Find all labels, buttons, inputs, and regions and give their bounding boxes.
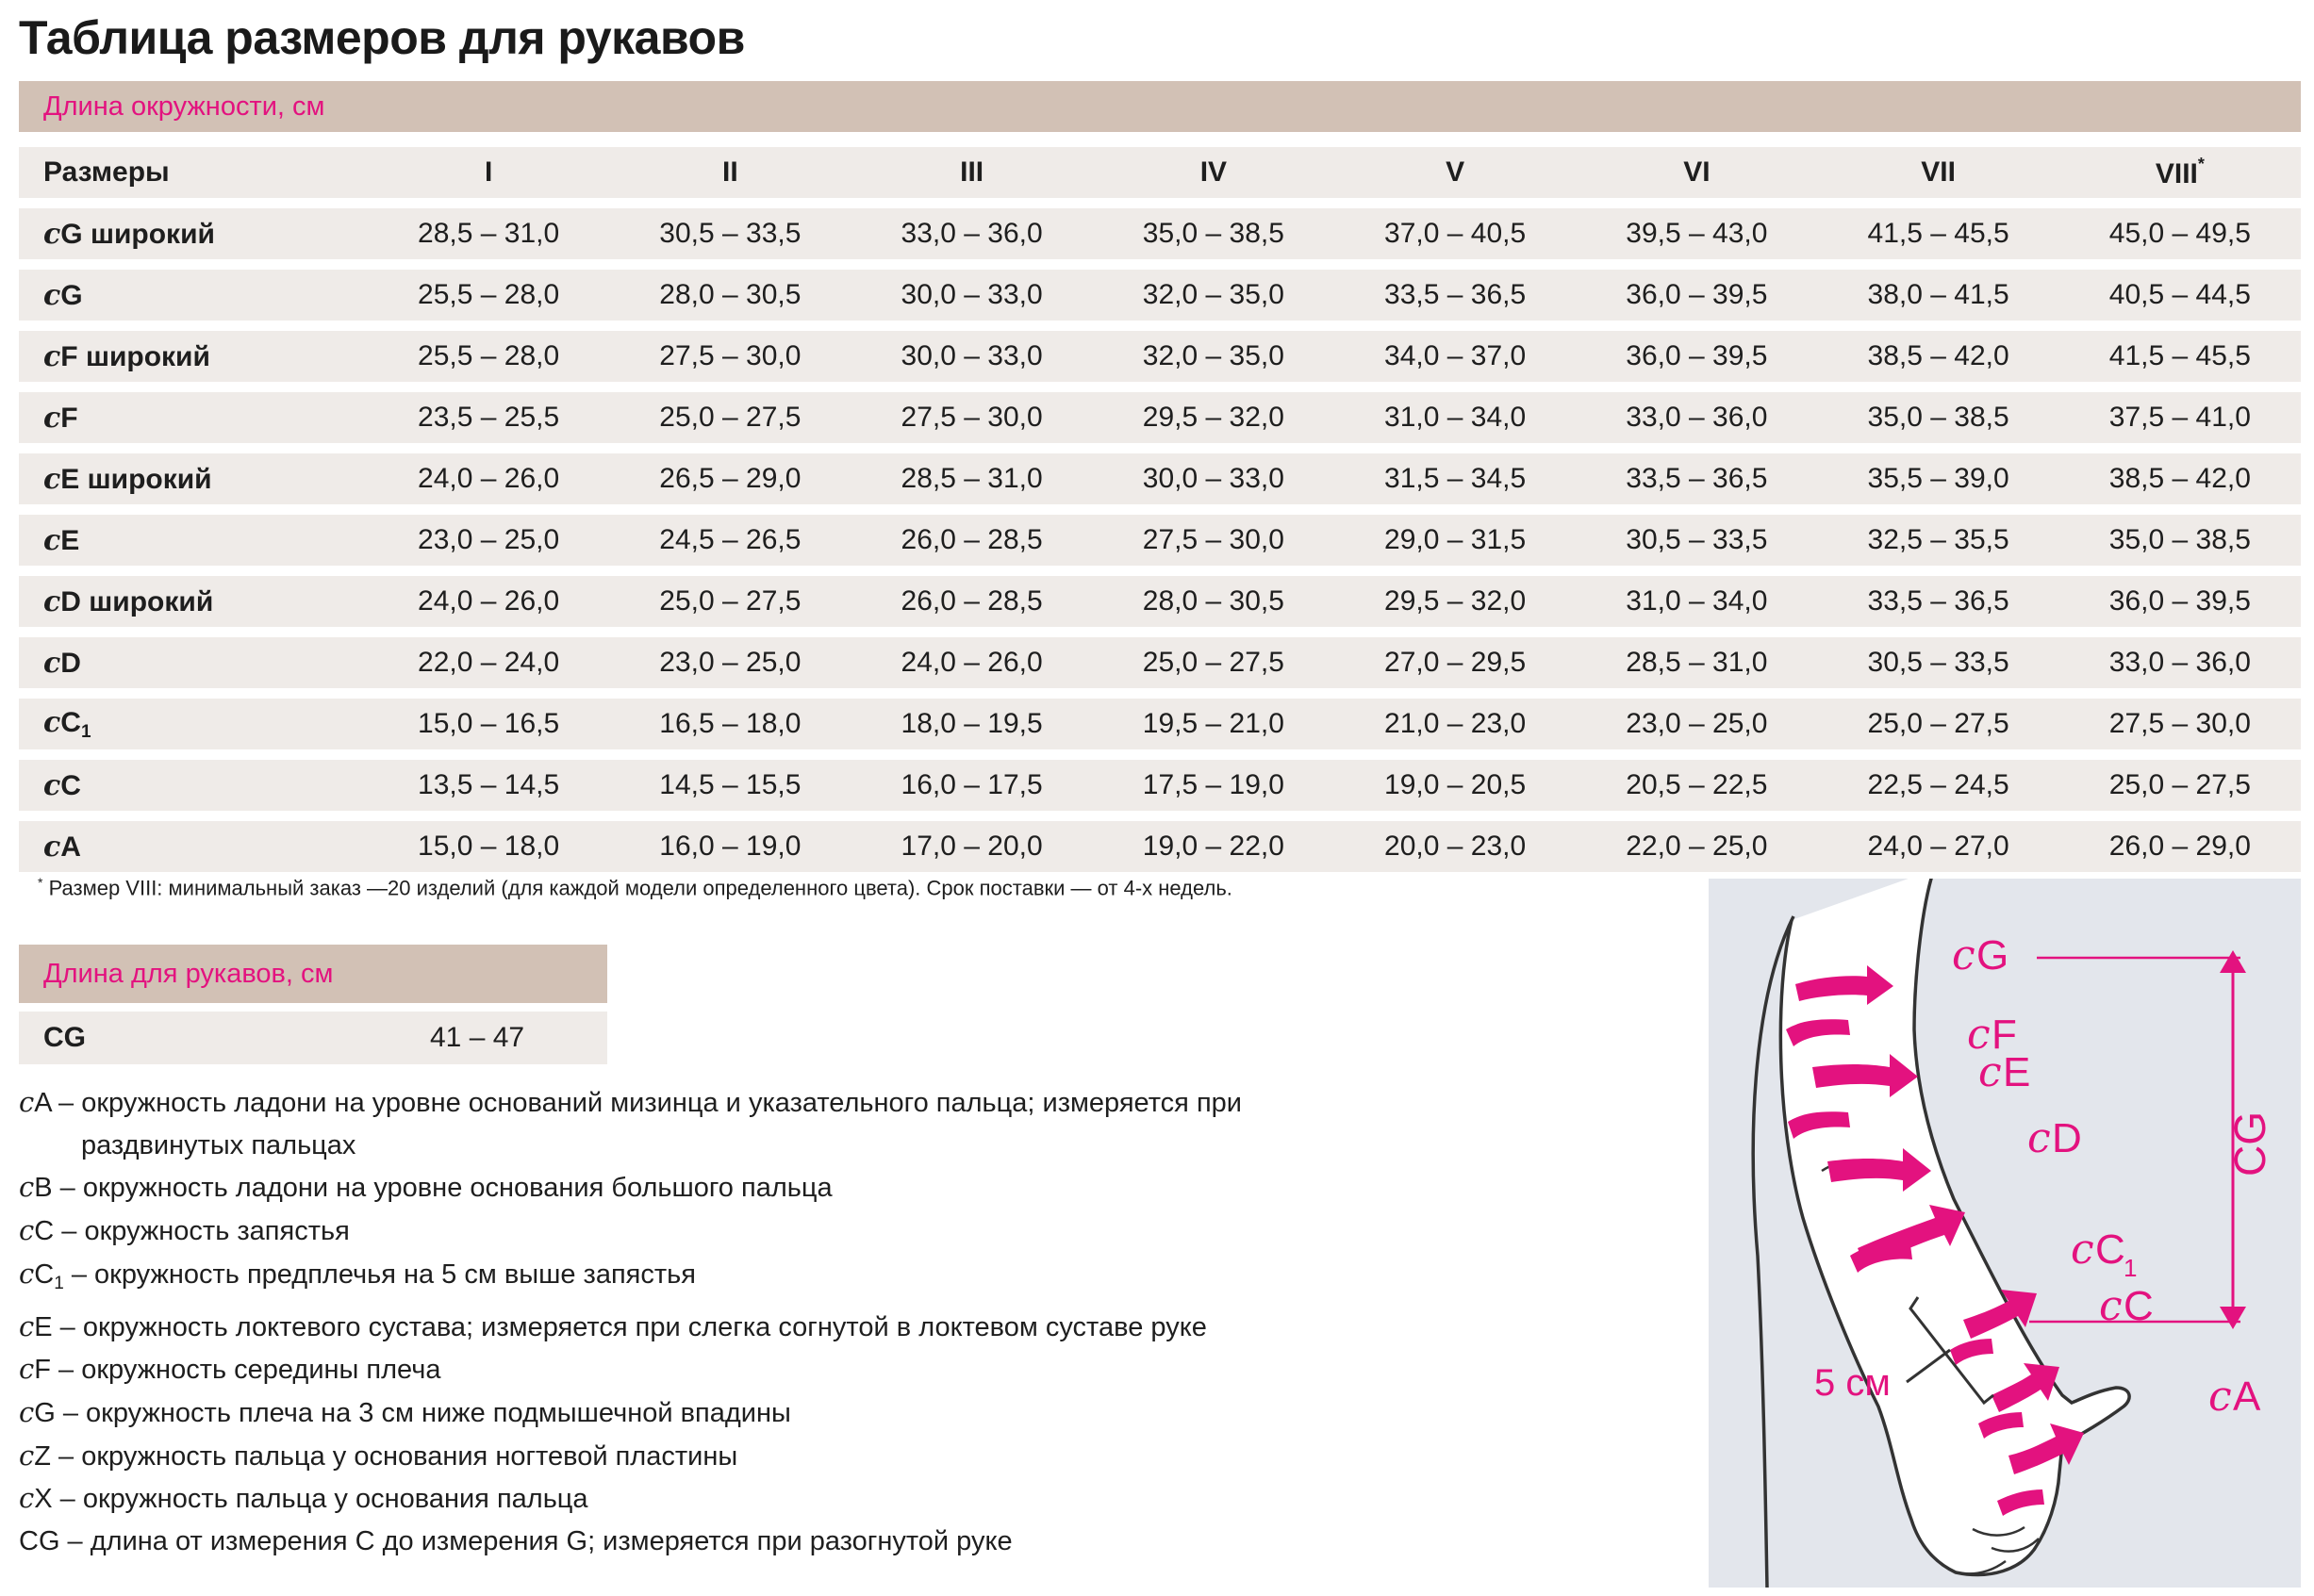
value-cell: 14,5 – 15,5 [609,760,851,811]
value-cell: 25,0 – 27,5 [2059,760,2301,811]
value-cell: 45,0 – 49,5 [2059,208,2301,259]
value-cell: 29,0 – 31,5 [1334,515,1576,566]
value-cell: 26,0 – 28,5 [851,576,1093,627]
value-cell: 24,0 – 26,0 [368,576,609,627]
row-label-cell: cF [19,392,368,443]
value-cell: 31,5 – 34,5 [1334,453,1576,504]
value-cell: 31,0 – 34,0 [1334,392,1576,443]
value-cell: 21,0 – 23,0 [1334,699,1576,749]
value-cell: 15,0 – 16,5 [368,699,609,749]
value-cell: 24,0 – 27,0 [1818,821,2059,872]
value-cell: 35,5 – 39,0 [1818,453,2059,504]
value-cell: 40,5 – 44,5 [2059,270,2301,321]
size-header-cell: VIII* [2059,147,2301,198]
value-cell: 41,5 – 45,5 [2059,331,2301,382]
value-cell: 30,5 – 33,5 [1576,515,1817,566]
table-row [19,453,2301,504]
value-cell: 16,0 – 19,0 [609,821,851,872]
value-cell: 27,5 – 30,0 [1093,515,1334,566]
size-header-cell: V [1334,147,1576,198]
legend-item: cB – окружность ладони на уровне основания большого пальца [19,1171,833,1204]
value-cell: 22,5 – 24,5 [1818,760,2059,811]
value-cell: 20,0 – 23,0 [1334,821,1576,872]
value-cell: 30,0 – 33,0 [851,331,1093,382]
table-row [19,392,2301,443]
value-cell: 16,5 – 18,0 [609,699,851,749]
value-cell: 36,0 – 39,5 [2059,576,2301,627]
value-cell: 28,5 – 31,0 [368,208,609,259]
value-cell: 30,5 – 33,5 [1818,637,2059,688]
legend-item: cA – окружность ладони на уровне оснований мизинца и указательного пальца; измеряется при [19,1086,1242,1118]
value-cell: 13,5 – 14,5 [368,760,609,811]
value-cell: 31,0 – 34,0 [1576,576,1817,627]
table-row [19,576,2301,627]
value-cell: 33,5 – 36,5 [1576,453,1817,504]
value-cell: 25,0 – 27,5 [1818,699,2059,749]
value-cell: 37,0 – 40,5 [1334,208,1576,259]
value-cell: 41,5 – 45,5 [1818,208,2059,259]
legend-item: cG – окружность плеча на 3 см ниже подмышечной впадины [19,1395,791,1428]
value-cell: 24,0 – 26,0 [368,453,609,504]
value-cell: 26,0 – 28,5 [851,515,1093,566]
label-cc-prefix: c [2099,1282,2123,1330]
value-cell: 24,0 – 26,0 [851,637,1093,688]
legend-item: cX – окружность пальца у основания пальца [19,1482,588,1515]
table-row [19,208,2301,259]
row-label-cell: $cC_1$ [19,699,368,749]
value-cell: 23,0 – 25,0 [368,515,609,566]
value-cell: 39,5 – 43,0 [1576,208,1817,259]
label-ce-prefix: c [1978,1048,2002,1096]
table-row [19,760,2301,811]
label-cd-prefix: c [2027,1114,2051,1162]
value-cell: 23,0 – 25,0 [609,637,851,688]
size-header-cell: VII [1818,147,2059,198]
label-cf: F [1992,1012,2017,1058]
value-cell: 20,5 – 22,5 [1576,760,1817,811]
value-cell: 26,0 – 29,0 [2059,821,2301,872]
value-cell: 32,0 – 35,0 [1093,270,1334,321]
row-label-cell: cG широкий [19,208,368,259]
value-cell: 23,0 – 25,0 [1576,699,1817,749]
legend-item: $cC_1$ – окружность предплечья на 5 см выше запястья [19,1257,696,1293]
circumference-size-table [19,137,2301,882]
size-header-row [19,147,2301,198]
value-cell: 27,5 – 30,0 [851,392,1093,443]
table-row [19,699,2301,749]
label-ce: E [2003,1049,2031,1095]
value-cell: 19,5 – 21,0 [1093,699,1334,749]
footnote-star: * [2197,155,2205,173]
value-cell: 18,0 – 19,5 [851,699,1093,749]
footnote-marker: * [38,875,43,890]
value-cell: 28,5 – 31,0 [1576,637,1817,688]
value-cell: 37,5 – 41,0 [2059,392,2301,443]
label-cc1-sub: 1 [2124,1254,2138,1282]
size-header-cell: II [609,147,851,198]
label-cg: G [1976,932,2009,979]
sleeve-length-row [19,1012,607,1064]
value-cell: 36,0 – 39,5 [1576,331,1817,382]
value-cell: 32,5 – 35,5 [1818,515,2059,566]
legend-item: cZ – окружность пальца у основания ногтевой пластины [19,1439,738,1472]
table-row [19,331,2301,382]
value-cell: 27,5 – 30,0 [609,331,851,382]
value-cell: 30,0 – 33,0 [851,270,1093,321]
value-cell: 25,0 – 27,5 [609,392,851,443]
label-cc1-prefix: c [2071,1226,2094,1274]
value-cell: 33,0 – 36,0 [1576,392,1817,443]
value-cell: 38,0 – 41,5 [1818,270,2059,321]
size-table-body [19,208,2301,872]
legend-item: CG – длина от измерения C до измерения G; измеряется при разогнутой руке [19,1526,1013,1557]
value-cell: 19,0 – 20,5 [1334,760,1576,811]
value-cell: 29,5 – 32,0 [1334,576,1576,627]
row-label-cell: cC [19,760,368,811]
value-cell: 25,5 – 28,0 [368,331,609,382]
label-ca-prefix: c [2208,1373,2232,1421]
row-label-cell: cF широкий [19,331,368,382]
value-cell: 27,5 – 30,0 [2059,699,2301,749]
value-cell: 17,5 – 19,0 [1093,760,1334,811]
value-cell: 26,5 – 29,0 [609,453,851,504]
value-cell: 17,0 – 20,0 [851,821,1093,872]
size-header-cell: VI [1576,147,1817,198]
value-cell: 22,0 – 25,0 [1576,821,1817,872]
size-header-cell: I [368,147,609,198]
label-cd: D [2052,1115,2082,1161]
size-header-cell: III [851,147,1093,198]
label-cf-prefix: c [1967,1011,1991,1059]
value-cell: 15,0 – 18,0 [368,821,609,872]
value-cell: 33,5 – 36,5 [1818,576,2059,627]
sleeve-length-header: Длина для рукавов, см [19,945,607,1003]
legend-item: cE – окружность локтевого сустава; измеряется при слегка согнутой в локтевом суставе руке [19,1309,1207,1342]
value-cell: 16,0 – 17,5 [851,760,1093,811]
value-cell: 38,5 – 42,0 [2059,453,2301,504]
size-label-cell: Размеры [19,147,368,198]
legend-item-continuation: раздвинутых пальцах [81,1129,356,1160]
value-cell: 29,5 – 32,0 [1093,392,1334,443]
value-cell: 35,0 – 38,5 [1093,208,1334,259]
table-row [19,637,2301,688]
label-five-cm: 5 см [1814,1362,1891,1404]
value-cell: 24,5 – 26,5 [609,515,851,566]
value-cell: 28,0 – 30,5 [609,270,851,321]
page-title: Таблица размеров для рукавов [19,11,745,64]
label-cc: C [2124,1283,2154,1329]
footnote [38,875,1232,900]
table-row [19,515,2301,566]
value-cell: 28,5 – 31,0 [851,453,1093,504]
value-cell: 30,5 – 33,5 [609,208,851,259]
legend-item: cC – окружность запястья [19,1214,350,1247]
row-label-cell: cE широкий [19,453,368,504]
value-cell: 27,0 – 29,5 [1334,637,1576,688]
value-cell: 33,0 – 36,0 [2059,637,2301,688]
label-cg-length: CG [2225,1111,2274,1176]
value-cell: 34,0 – 37,0 [1334,331,1576,382]
value-cell: 32,0 – 35,0 [1093,331,1334,382]
value-cell: 25,0 – 27,5 [1093,637,1334,688]
row-label-cell: cD широкий [19,576,368,627]
arm-measurement-figure [1709,879,2301,1588]
value-cell: 19,0 – 22,0 [1093,821,1334,872]
table-row [19,821,2301,872]
table-row [19,270,2301,321]
measurement-legend [19,1081,1320,1563]
value-cell: 22,0 – 24,0 [368,637,609,688]
label-cg-prefix: c [1952,931,1975,979]
size-header-cell: IV [1093,147,1334,198]
row-label-cell: cA [19,821,368,872]
value-cell: 33,0 – 36,0 [851,208,1093,259]
value-cell: 35,0 – 38,5 [2059,515,2301,566]
value-cell: 23,5 – 25,5 [368,392,609,443]
value-cell: 25,5 – 28,0 [368,270,609,321]
legend-item: cF – окружность середины плеча [19,1353,441,1386]
sleeve-length-value: 41 – 47 [430,1022,525,1053]
value-cell: 36,0 – 39,5 [1576,270,1817,321]
value-cell: 33,5 – 36,5 [1334,270,1576,321]
label-cc1: C [2095,1226,2125,1273]
row-label-cell: cD [19,637,368,688]
row-label-cell: cE [19,515,368,566]
row-label-cell: cG [19,270,368,321]
value-cell: 28,0 – 30,5 [1093,576,1334,627]
sleeve-length-label: CG [43,1022,86,1053]
footnote-text: Размер VIII: минимальный заказ —20 изделий (для каждой модели определенного цвета). Срок поставки — от 4-х недель. [42,876,1232,900]
value-cell: 25,0 – 27,5 [609,576,851,627]
value-cell: 35,0 – 38,5 [1818,392,2059,443]
label-ca: A [2233,1374,2261,1420]
circumference-table-header: Длина окружности, см [19,81,2301,132]
value-cell: 38,5 – 42,0 [1818,331,2059,382]
value-cell: 30,0 – 33,0 [1093,453,1334,504]
